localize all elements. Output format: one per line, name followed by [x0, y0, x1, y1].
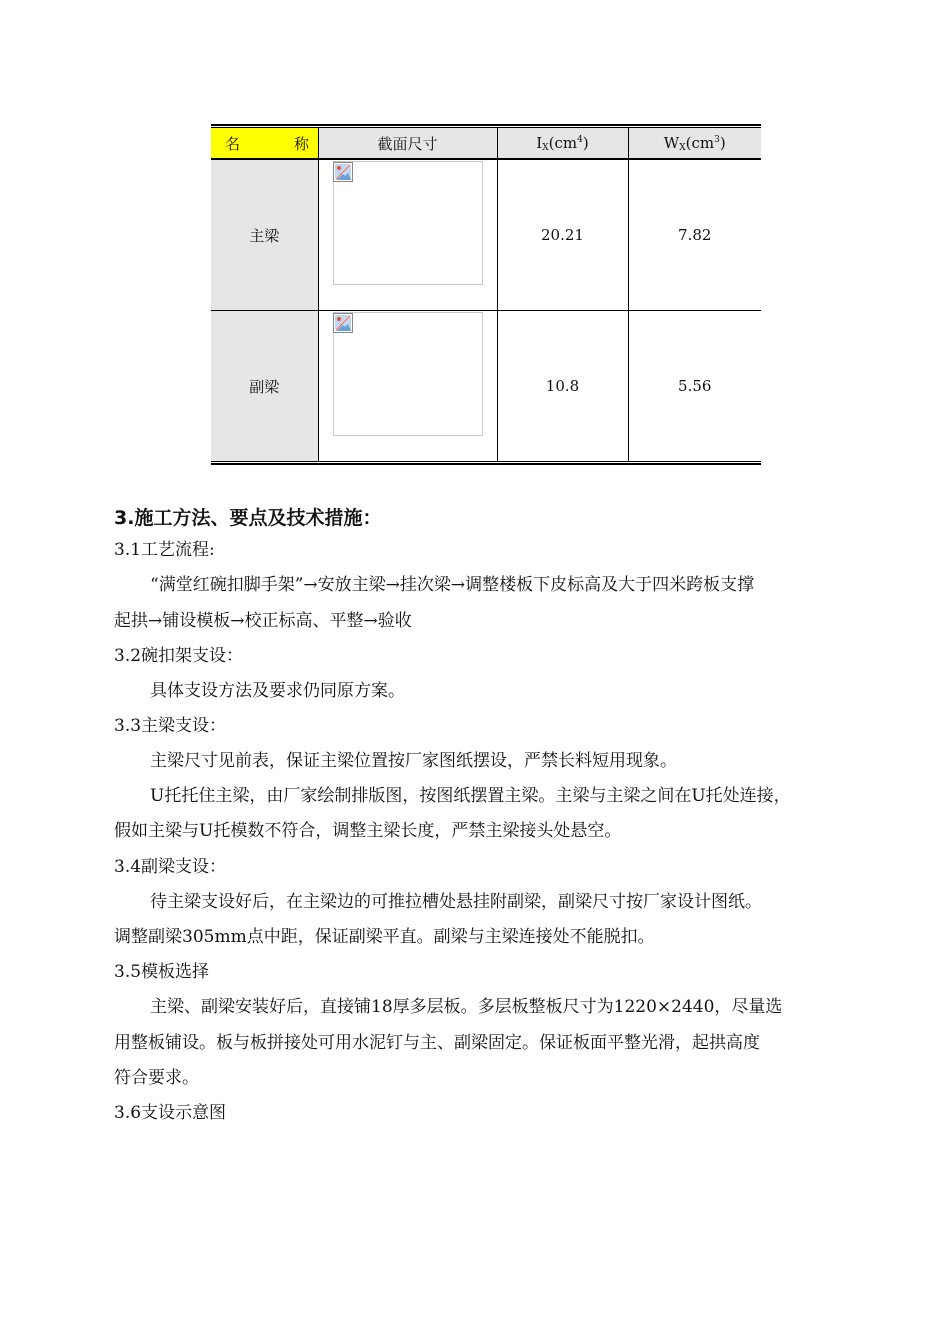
- subsection-3-4: 3.4副梁支设：: [114, 857, 227, 877]
- paragraph-line: 待主梁支设好后，在主梁边的可推拉槽处悬挂附副梁，副梁尺寸按厂家设计图纸。: [150, 892, 762, 912]
- section-image-cell: [318, 311, 497, 462]
- paragraph-line: 假如主梁与U托模数不符合，调整主梁长度，严禁主梁接头处悬空。: [114, 821, 622, 841]
- section-image-cell: [318, 159, 497, 311]
- paragraph-line: 主梁、副梁安装好后，直接铺18厚多层板。多层板整板尺寸为1220×2440，尽量选: [150, 997, 783, 1017]
- header-ix: $I_X(cm^4)$: [497, 128, 628, 159]
- row-wx: 7.82: [628, 159, 761, 311]
- paragraph-line: “满堂红碗扣脚手架”→安放主梁→挂次梁→调整楼板下皮标高及大于四米跨板支撑: [150, 575, 755, 595]
- subsection-3-6: 3.6支设示意图: [114, 1103, 227, 1123]
- beam-properties-table: [211, 124, 761, 465]
- section-image-frame: [333, 312, 483, 436]
- header-wx: $W_X(cm^3)$: [628, 128, 761, 159]
- subsection-3-5: 3.5模板选择: [114, 962, 210, 982]
- table-row: [211, 159, 761, 311]
- paragraph-line: 具体支设方法及要求仍同原方案。: [150, 681, 405, 701]
- table-header-row: [211, 128, 761, 159]
- subsection-3-1: 3.1工艺流程:: [114, 540, 215, 560]
- section-heading: 3.施工方法、要点及技术措施：: [114, 507, 382, 529]
- paragraph-line: 主梁尺寸见前表，保证主梁位置按厂家图纸摆设，严禁长料短用现象。: [150, 751, 677, 771]
- row-name: 副梁: [211, 311, 318, 462]
- table-bottom-rule: [211, 461, 761, 465]
- row-wx: 5.56: [628, 311, 761, 462]
- subsection-3-2: 3.2碗扣架支设：: [114, 646, 244, 666]
- header-name: 名 称: [211, 128, 318, 159]
- paragraph-line: 符合要求。: [114, 1068, 199, 1088]
- row-ix: 20.21: [497, 159, 628, 311]
- paragraph-line: 调整副梁305mm点中距，保证副梁平直。副梁与主梁连接处不能脱扣。: [114, 927, 655, 947]
- paragraph-line: 起拱→铺设模板→校正标高、平整→验收: [114, 611, 412, 631]
- paragraph-line: 用整板铺设。板与板拼接处可用水泥钉与主、副梁固定。保证板面平整光滑，起拱高度: [114, 1033, 760, 1053]
- section-image-frame: [333, 161, 483, 285]
- table-row: [211, 311, 761, 462]
- subsection-3-3: 3.3主梁支设：: [114, 716, 227, 736]
- broken-image-icon: [333, 162, 353, 182]
- row-ix: 10.8: [497, 311, 628, 462]
- broken-image-icon: [333, 313, 353, 333]
- header-section-size: 截面尺寸: [318, 128, 497, 159]
- paragraph-line: U托托住主梁，由厂家绘制排版图，按图纸摆置主梁。主梁与主梁之间在U托处连接，: [150, 786, 791, 806]
- row-name: 主梁: [211, 159, 318, 311]
